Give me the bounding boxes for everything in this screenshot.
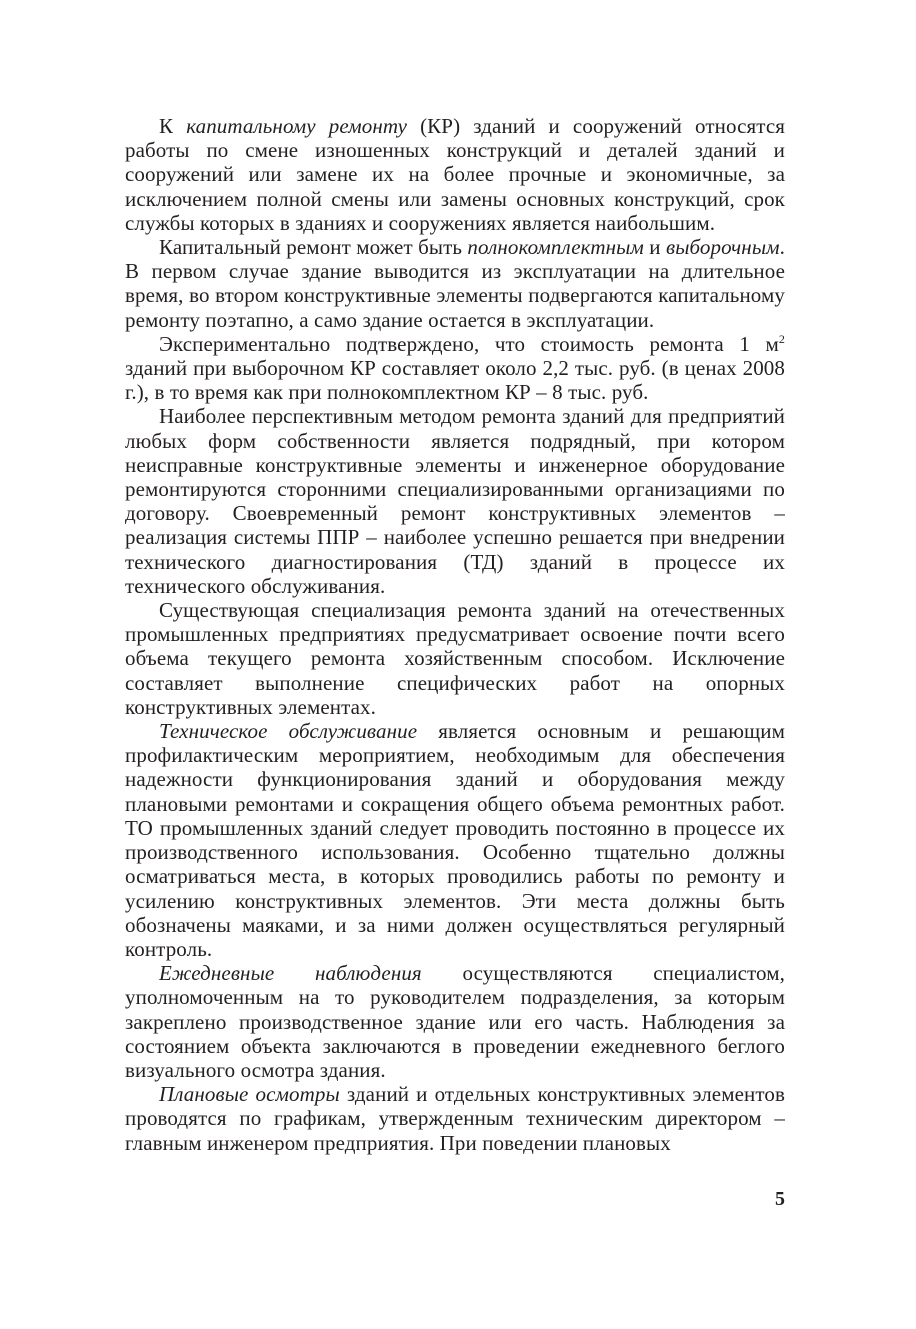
- text-run: и: [643, 235, 666, 260]
- paragraph-specialization: Существующая специализация ремонта зданий на отечественных промышленных предприятиях предусматривает освоение почти всего объема текущего ремонта хозяйственным способом. Исключение составляет выполнение специфических работ на опорных конструктивных элементах.: [125, 598, 785, 719]
- paragraph-planned-inspections: [125, 1082, 785, 1155]
- text-run: зданий и отдельных конструктивных элементов проводятся по графикам, утвержденным техническим директором – главным инженером предприятия. При поведении плановых: [125, 1082, 785, 1155]
- text-run: является основным и решающим профилактическим мероприятием, необходимым для обеспечения надежности функционирования зданий и оборудования между плановыми ремонтами и сокращения общего объема ремонтных работ. ТО промышленных зданий следует проводить постоянно в процессе их производственного использования. Особенно тщательно должны осматриваться места, в которых проводились работы по ремонту и усилению конструктивных элементов. Эти места должны быть обозначены маяками, и за ними должен осуществляться регулярный контроль.: [125, 719, 785, 961]
- italic-term: полнокомплектным: [467, 235, 644, 260]
- paragraph-contract-method: Наиболее перспективным методом ремонта зданий для предприятий любых форм собственности является подрядный, при котором неисправные конструктивные элементы и инженерное оборудование ремонтируются сторонними специализированными организациями по договору. Своевременный ремонт конструктивных элементов – реализация системы ППР – наиболее успешно решается при внедрении технического диагностирования (ТД) зданий в процессе их технического обслуживания.: [125, 404, 785, 598]
- page-number: 5: [775, 1188, 785, 1210]
- paragraph-repair-cost: [125, 332, 785, 405]
- body-text: [125, 114, 785, 1155]
- text-run: . В первом случае здание выводится из эксплуатации на длительное время, во втором конструктивные элементы подвергаются капитальному ремонту поэтапно, а само здание остается в эксплуатации.: [125, 235, 785, 332]
- text-run: К: [159, 114, 187, 138]
- italic-term: Техническое обслуживание: [159, 719, 418, 744]
- paragraph-daily-observations: [125, 961, 785, 1082]
- paragraph-capital-repair-definition: [125, 114, 785, 235]
- italic-term: выборочным: [666, 235, 780, 260]
- text-run: (КР) зданий и сооружений относятся работы по смене изношенных конструкций и деталей зданий и сооружений или замене их на более прочные и экономичные, за исключением полной смены или замены основных конструкций, срок службы которых в зданиях и сооружениях является наибольшим.: [125, 114, 785, 235]
- text-run: зданий при выборочном КР составляет около 2,2 тыс. руб. (в ценах 2008 г.), в то время как при полнокомплектном КР – 8 тыс. руб.: [125, 356, 785, 405]
- superscript: 2: [778, 331, 785, 346]
- text-run: осуществляются специалистом, уполномоченным на то руководителем подразделения, за которым закреплено производственное здание или его часть. Наблюдения за состоянием объекта заключаются в проведении ежедневного беглого визуального осмотра здания.: [125, 961, 785, 1082]
- text-run: Экспериментально подтверждено, что стоимость ремонта 1 м: [159, 331, 779, 356]
- text-run: Капитальный ремонт может быть: [159, 235, 468, 260]
- italic-term: Плановые осмотры: [159, 1082, 340, 1107]
- italic-term: Ежедневные наблюдения: [159, 961, 422, 986]
- italic-term: капитальному ремонту: [186, 114, 408, 138]
- paragraph-repair-types: [125, 235, 785, 332]
- paragraph-maintenance: [125, 719, 785, 961]
